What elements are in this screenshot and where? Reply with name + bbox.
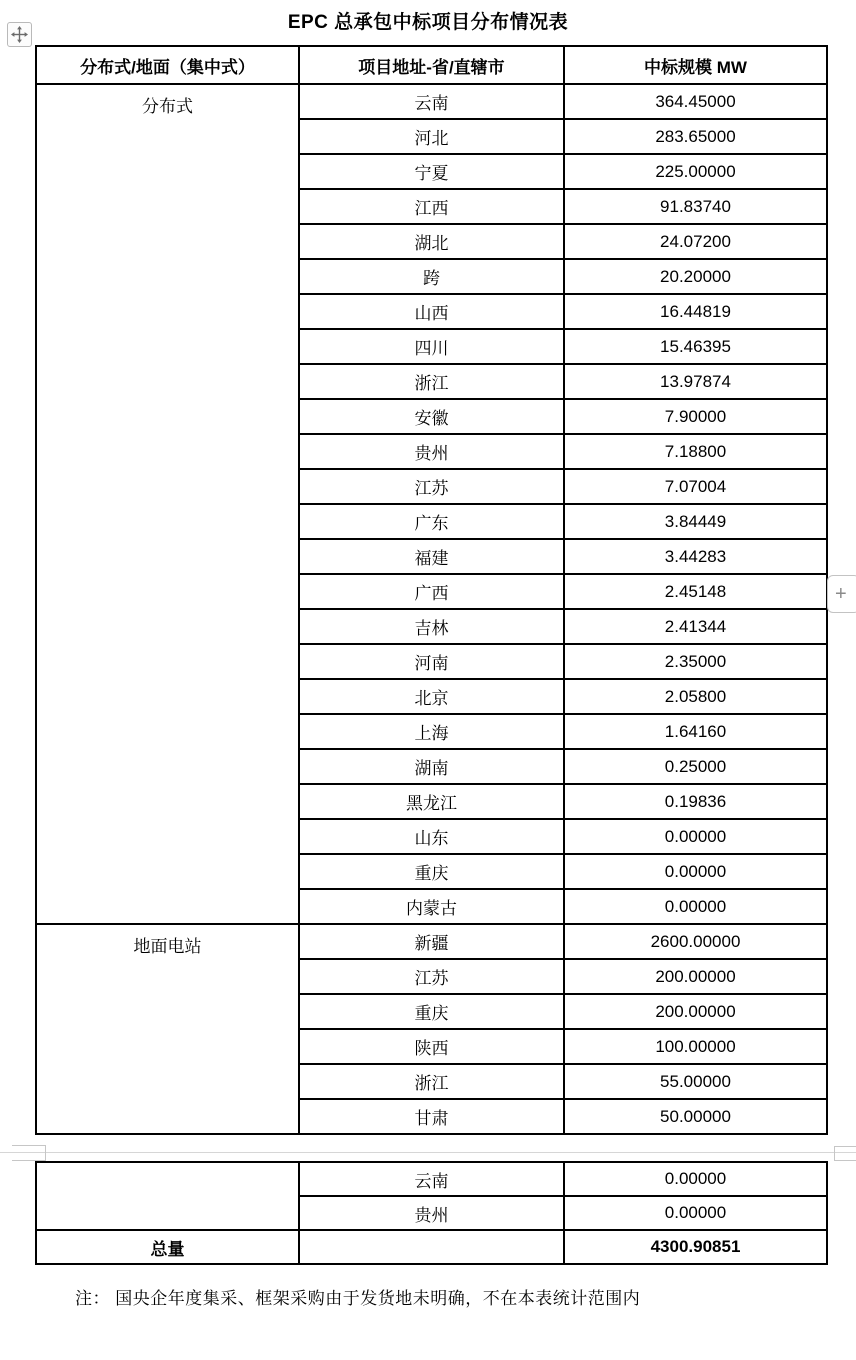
mw-cell[interactable]: 16.44819 bbox=[564, 294, 827, 329]
province-cell[interactable]: 贵州 bbox=[299, 434, 564, 469]
mw-cell[interactable]: 3.44283 bbox=[564, 539, 827, 574]
mw-cell[interactable]: 24.07200 bbox=[564, 224, 827, 259]
mw-cell[interactable]: 200.00000 bbox=[564, 994, 827, 1029]
col-header-scale[interactable]: 中标规模 MW bbox=[564, 46, 827, 84]
province-cell[interactable]: 重庆 bbox=[299, 994, 564, 1029]
mw-cell[interactable]: 15.46395 bbox=[564, 329, 827, 364]
province-cell[interactable]: 江苏 bbox=[299, 959, 564, 994]
mw-cell[interactable]: 283.65000 bbox=[564, 119, 827, 154]
mw-cell[interactable]: 91.83740 bbox=[564, 189, 827, 224]
province-cell[interactable]: 上海 bbox=[299, 714, 564, 749]
section-label-ground[interactable]: 地面电站 bbox=[36, 924, 299, 1134]
mw-cell[interactable]: 2600.00000 bbox=[564, 924, 827, 959]
province-cell[interactable]: 宁夏 bbox=[299, 154, 564, 189]
province-cell[interactable]: 甘肃 bbox=[299, 1099, 564, 1134]
province-cell[interactable]: 江苏 bbox=[299, 469, 564, 504]
province-cell[interactable]: 浙江 bbox=[299, 1064, 564, 1099]
insert-plus-button[interactable] bbox=[827, 575, 856, 613]
epc-table-page2 bbox=[35, 1161, 828, 1265]
total-value-cell[interactable]: 4300.90851 bbox=[564, 1230, 827, 1264]
mw-cell[interactable]: 364.45000 bbox=[564, 84, 827, 119]
province-cell[interactable]: 四川 bbox=[299, 329, 564, 364]
province-cell[interactable]: 新疆 bbox=[299, 924, 564, 959]
mw-cell[interactable]: 55.00000 bbox=[564, 1064, 827, 1099]
province-cell[interactable]: 山东 bbox=[299, 819, 564, 854]
province-cell[interactable]: 河北 bbox=[299, 119, 564, 154]
header-row bbox=[36, 46, 827, 84]
province-cell[interactable]: 内蒙古 bbox=[299, 889, 564, 924]
mw-cell[interactable]: 13.97874 bbox=[564, 364, 827, 399]
total-row bbox=[36, 1230, 827, 1264]
mw-cell[interactable]: 100.00000 bbox=[564, 1029, 827, 1064]
mw-cell[interactable]: 3.84449 bbox=[564, 504, 827, 539]
mw-cell[interactable]: 0.00000 bbox=[564, 854, 827, 889]
mw-cell[interactable]: 0.00000 bbox=[564, 819, 827, 854]
province-cell[interactable]: 安徽 bbox=[299, 399, 564, 434]
mw-cell[interactable]: 0.00000 bbox=[564, 1196, 827, 1230]
mw-cell[interactable]: 2.35000 bbox=[564, 644, 827, 679]
table-title[interactable]: EPC 总承包中标项目分布情况表 bbox=[287, 12, 569, 33]
mw-cell[interactable]: 2.05800 bbox=[564, 679, 827, 714]
province-cell[interactable]: 浙江 bbox=[299, 364, 564, 399]
mw-cell[interactable]: 2.41344 bbox=[564, 609, 827, 644]
mw-cell[interactable]: 0.25000 bbox=[564, 749, 827, 784]
table-row bbox=[36, 1162, 827, 1196]
table-row bbox=[36, 924, 827, 959]
page-break-divider bbox=[0, 1152, 856, 1153]
province-cell[interactable]: 重庆 bbox=[299, 854, 564, 889]
mw-cell[interactable]: 20.20000 bbox=[564, 259, 827, 294]
province-cell[interactable]: 湖北 bbox=[299, 224, 564, 259]
province-cell[interactable]: 云南 bbox=[299, 84, 564, 119]
mw-cell[interactable]: 200.00000 bbox=[564, 959, 827, 994]
col-header-category[interactable]: 分布式/地面（集中式） bbox=[36, 46, 299, 84]
province-cell[interactable]: 吉林 bbox=[299, 609, 564, 644]
province-cell[interactable]: 广东 bbox=[299, 504, 564, 539]
footnote[interactable]: 注： 国央企年度集采、框架采购由于发货地未明确，不在本表统计范围内 bbox=[75, 1289, 641, 1308]
mw-cell[interactable]: 7.07004 bbox=[564, 469, 827, 504]
province-cell[interactable]: 贵州 bbox=[299, 1196, 564, 1230]
province-cell[interactable]: 福建 bbox=[299, 539, 564, 574]
province-cell[interactable]: 广西 bbox=[299, 574, 564, 609]
total-label-cell[interactable]: 总量 bbox=[36, 1230, 299, 1264]
col-header-province[interactable]: 项目地址-省/直辖市 bbox=[299, 46, 564, 84]
province-cell[interactable]: 河南 bbox=[299, 644, 564, 679]
mw-cell[interactable]: 225.00000 bbox=[564, 154, 827, 189]
mw-cell[interactable]: 0.00000 bbox=[564, 1162, 827, 1196]
table-row bbox=[36, 84, 827, 119]
mw-cell[interactable]: 0.19836 bbox=[564, 784, 827, 819]
page-break-mark-right bbox=[834, 1146, 856, 1161]
province-cell[interactable]: 陕西 bbox=[299, 1029, 564, 1064]
province-cell[interactable]: 跨 bbox=[299, 259, 564, 294]
plus-icon: + bbox=[835, 583, 847, 605]
epc-table-page1 bbox=[35, 45, 828, 1135]
page-break-mark-left bbox=[12, 1145, 46, 1161]
province-cell[interactable]: 江西 bbox=[299, 189, 564, 224]
province-cell[interactable]: 云南 bbox=[299, 1162, 564, 1196]
mw-cell[interactable]: 50.00000 bbox=[564, 1099, 827, 1134]
province-cell[interactable]: 山西 bbox=[299, 294, 564, 329]
mw-cell[interactable]: 7.18800 bbox=[564, 434, 827, 469]
total-empty-cell[interactable] bbox=[299, 1230, 564, 1264]
mw-cell[interactable]: 7.90000 bbox=[564, 399, 827, 434]
section-label-distributed[interactable]: 分布式 bbox=[36, 84, 299, 924]
mw-cell[interactable]: 0.00000 bbox=[564, 889, 827, 924]
province-cell[interactable]: 北京 bbox=[299, 679, 564, 714]
section-continuation-cell[interactable] bbox=[36, 1162, 299, 1230]
mw-cell[interactable]: 1.64160 bbox=[564, 714, 827, 749]
province-cell[interactable]: 湖南 bbox=[299, 749, 564, 784]
mw-cell[interactable]: 2.45148 bbox=[564, 574, 827, 609]
province-cell[interactable]: 黑龙江 bbox=[299, 784, 564, 819]
